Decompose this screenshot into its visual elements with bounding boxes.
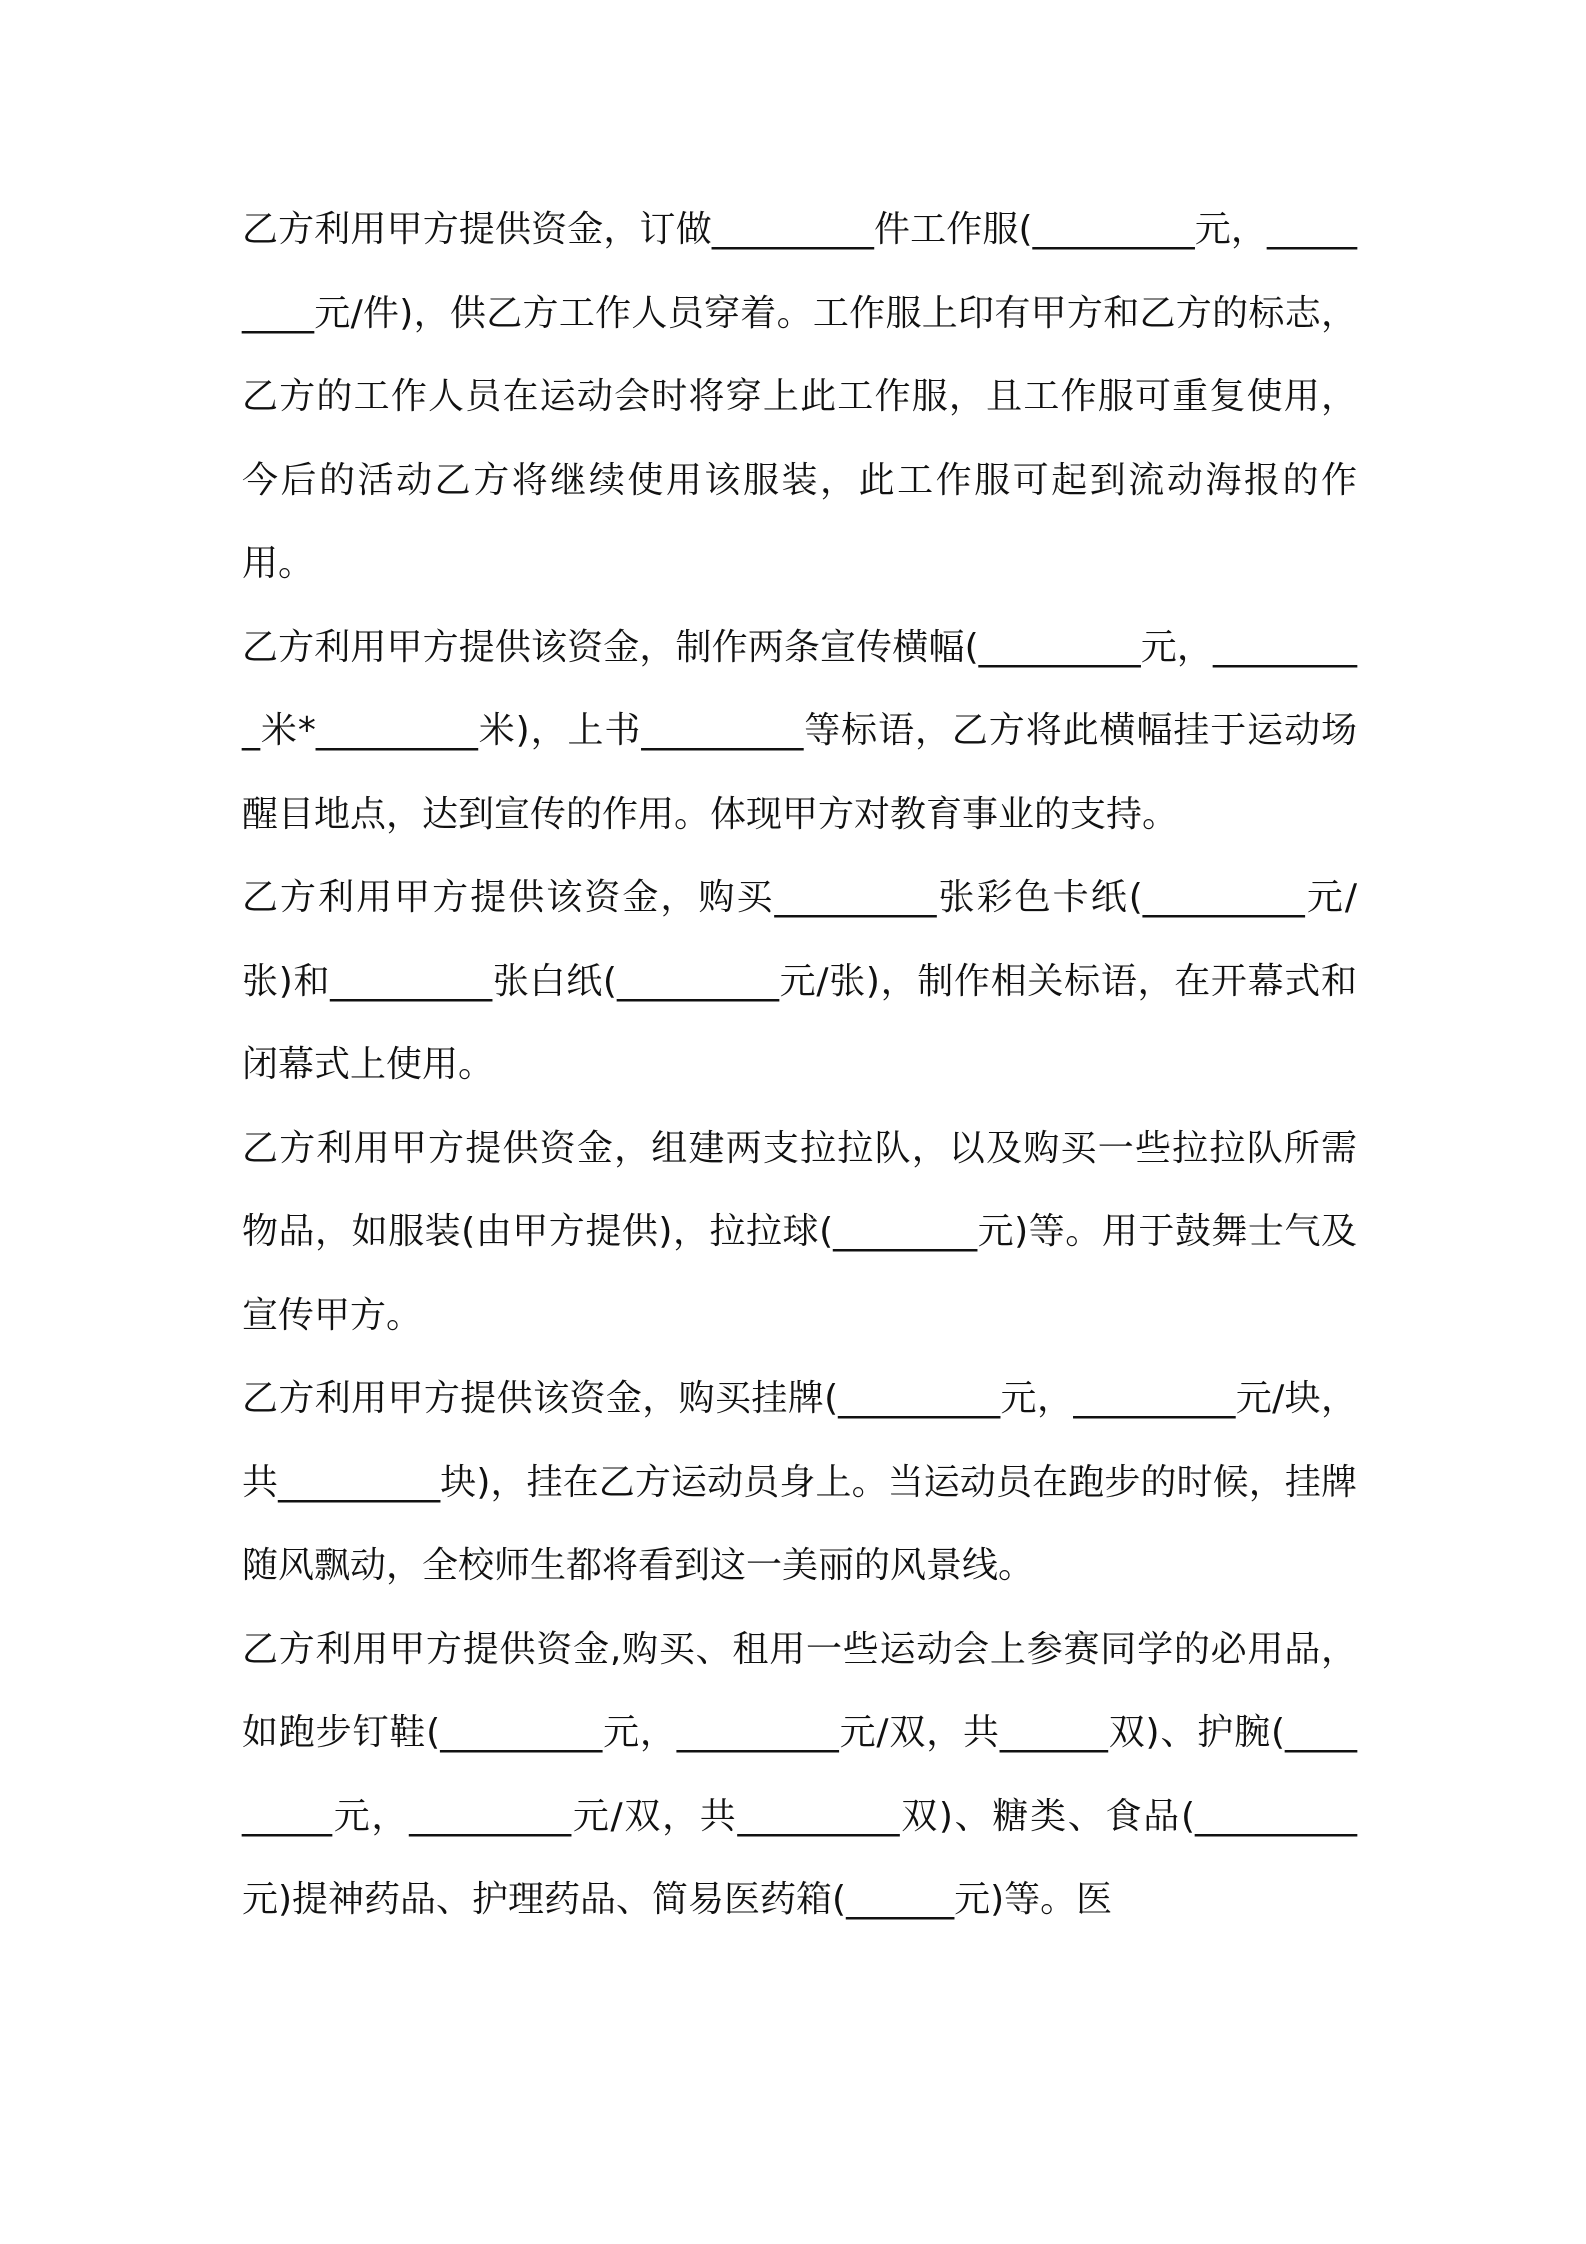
paragraph-cheerleaders: 乙方利用甲方提供资金，组建两支拉拉队，以及购买一些拉拉队所需物品，如服装(由甲方提供)，拉拉球(________元)等。用于鼓舞士气及宣传甲方。 <box>242 1127 1357 1336</box>
paragraph-banners: 乙方利用甲方提供该资金，制作两条宣传横幅(_________元，_________米*_________米)，上书_________等标语，乙方将此横幅挂于运动场醒目地点，达到宣传的作用。体现甲方对教育事业的支持。 <box>242 626 1357 835</box>
document-body <box>242 188 1357 1942</box>
paragraph-cardstock: 乙方利用甲方提供该资金，购买_________张彩色卡纸(_________元/张)和_________张白纸(_________元/张)，制作相关标语，在开幕式和闭幕式上使用。 <box>242 877 1357 1085</box>
paragraph-work-uniforms: 乙方利用甲方提供资金，订做_________件工作服(_________元，_________元/件)，供乙方工作人员穿着。工作服上印有甲方和乙方的标志，乙方的工作人员在运动会时将穿上此工作服，且工作服可重复使用，今后的活动乙方将继续使用该服装，此工作服可起到流动海报的作用。 <box>242 209 1357 584</box>
paragraph-tags: 乙方利用甲方提供该资金，购买挂牌(_________元，_________元/块，共_________块)，挂在乙方运动员身上。当运动员在跑步的时候，挂牌随风飘动，全校师生都将看到这一美丽的风景线。 <box>242 1378 1357 1586</box>
paragraph-supplies: 乙方利用甲方提供资金,购买、租用一些运动会上参赛同学的必用品，如跑步钉鞋(_________元，_________元/双，共______双)、护腕(_________元，_________元/双，共_________双)、糖类、食品(_________元)提神药品、护理药品、简易医药箱(______元)等。医 <box>242 1628 1357 1920</box>
